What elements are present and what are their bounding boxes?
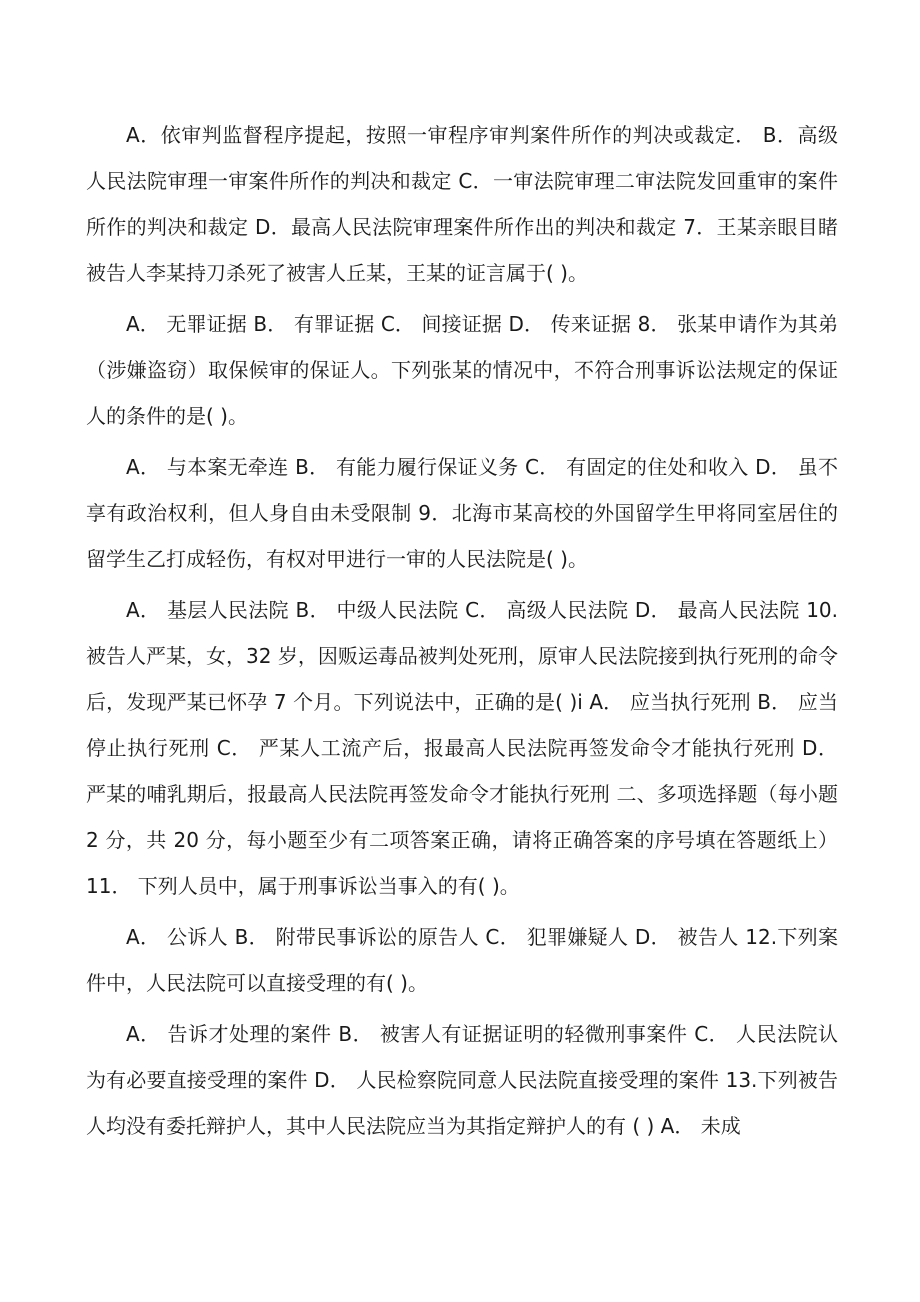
document-body	[86, 112, 838, 1154]
paragraph-5: A． 公诉人 B． 附带民事诉讼的原告人 C． 犯罪嫌疑人 D． 被告人 12.下列案件中，人民法院可以直接受理的有( )。	[86, 925, 838, 995]
paragraph-1: A．依审判监督程序提起，按照一审程序审判案件所作的判决或裁定． B．高级人民法院审理一审案件所作的判决和裁定 C．一审法院审理二审法院发回重审的案件所作的判决和裁定 D．最高人民法院审理案件所作出的判决和裁定 7．王某亲眼目睹被告人李某持刀杀死了被害人丘某，王某的证言属于( )。	[86, 123, 838, 285]
paragraph-3: A． 与本案无牵连 B． 有能力履行保证义务 C． 有固定的住处和收入 D． 虽不享有政治权利，但人身自由未受限制 9．北海市某高校的外国留学生甲将同室居住的留学生乙打成轻伤，有权对甲进行一审的人民法院是( )。	[86, 455, 838, 571]
paragraph-2: A． 无罪证据 B． 有罪证据 C． 间接证据 D． 传来证据 8． 张某申请作为其弟（涉嫌盗窃）取保候审的保证人。下列张某的情况中，不符合刑事诉讼法规定的保证人的条件的是( )。	[86, 312, 838, 428]
paragraph-4: A． 基层人民法院 B． 中级人民法院 C． 高级人民法院 D． 最高人民法院 10.被告人严某，女，32 岁，因贩运毒品被判处死刑，原审人民法院接到执行死刑的命令后，发现严某已怀孕 7 个月。下列说法中，正确的是( )i A． 应当执行死刑 B． 应当停止执行死刑 C． 严某人工流产后，报最高人民法院再签发命令才能执行死刑 D． 严某的哺乳期后，报最高人民法院再签发命令才能执行死刑 二、多项选择题（每小题 2 分，共 20 分，每小题至少有二项答案正确，请将正确答案的序号填在答题纸上） 11． 下列人员中，属于刑事诉讼当事入的有( )。	[86, 598, 838, 898]
paragraph-6: A． 告诉才处理的案件 B． 被害人有证据证明的轻微刑事案件 C． 人民法院认为有必要直接受理的案件 D． 人民检察院同意人民法院直接受理的案件 13.下列被告人均没有委托辩护人，其中人民法院应当为其指定辩护人的有 ( ) A． 未成	[86, 1022, 838, 1138]
